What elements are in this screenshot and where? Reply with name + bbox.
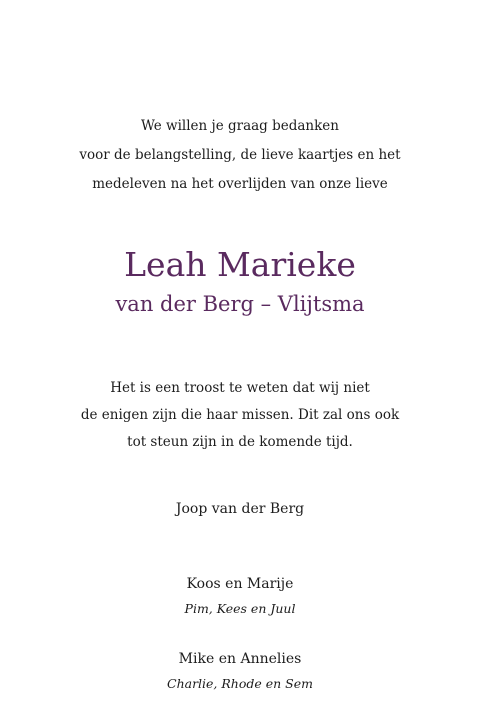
intro-line: voor de belangstelling, de lieve kaartjes en het [79,147,401,163]
signature-children: Charlie, Rhode en Sem [167,676,313,691]
message-line: de enigen zijn die haar missen. Dit zal ons ook [80,407,400,423]
signature-name: Joop van der Berg [175,501,305,517]
signature-name: Mike en Annelies [178,651,302,667]
intro-line: We willen je graag bedanken [140,118,339,134]
message-line: Het is een troost te weten dat wij niet [110,380,370,396]
intro-line: medeleven na het overlijden van onze lieve [92,176,388,192]
message-line: tot steun zijn in de komende tijd. [127,434,353,450]
signature-group [0,497,480,572]
signature-children: Pim, Kees en Juul [184,601,296,616]
signature-group [0,647,480,722]
deceased-name [0,244,480,320]
signatures [0,497,480,722]
signature-name: Koos en Marije [186,576,294,592]
deceased-first-name: Leah Marieke [124,245,356,284]
deceased-last-name: van der Berg – Vlijtsma [115,292,365,316]
intro-text [0,112,480,199]
message-text [0,375,480,456]
signature-group [0,572,480,647]
